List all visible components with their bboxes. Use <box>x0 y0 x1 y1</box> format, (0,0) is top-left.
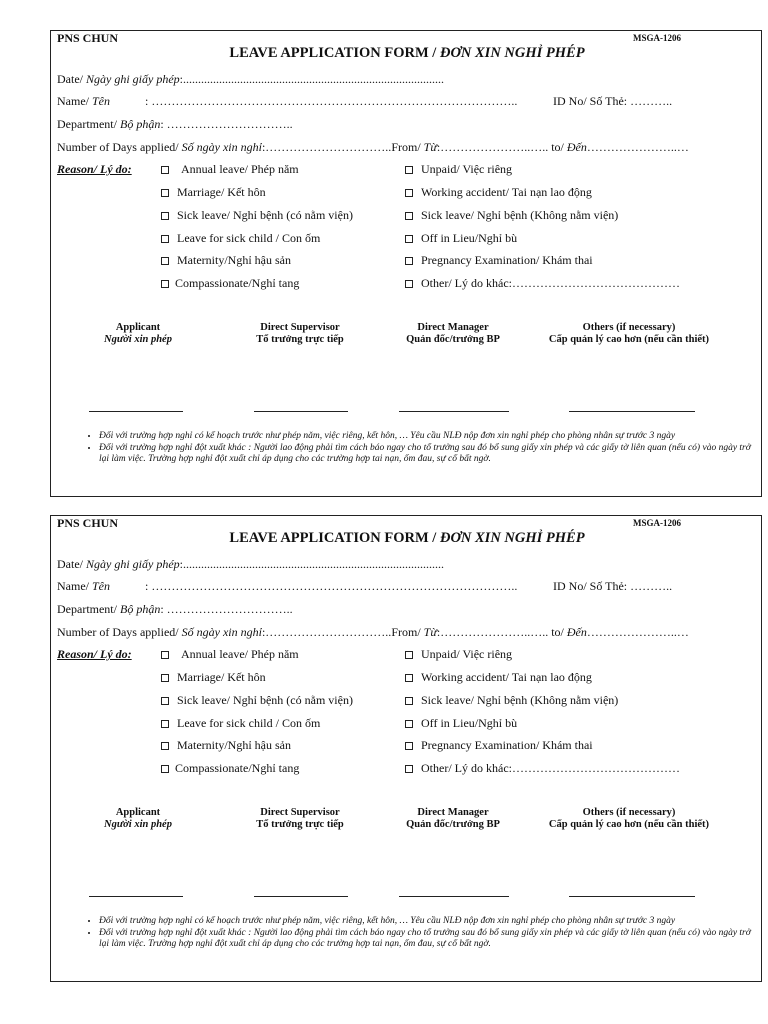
checkbox-icon[interactable] <box>161 697 169 705</box>
form-code: MSGA-1206 <box>633 33 681 43</box>
date-field[interactable]: Date/ Ngày ghi giấy phép:....................................................................................... <box>57 72 444 86</box>
reason-sick-child-checkbox[interactable]: Leave for sick child / Con ốm <box>161 716 320 731</box>
id-field[interactable]: ID No/ Số Thẻ: ……….. <box>553 94 673 108</box>
reason-sick-nohospital-checkbox[interactable]: Sick leave/ Nghỉ bệnh (Không nằm viện) <box>405 693 618 708</box>
reason-pregnancy-checkbox[interactable]: Pregnancy Examination/ Khám thai <box>405 253 593 268</box>
sig-line-manager[interactable] <box>399 896 509 897</box>
checkbox-icon[interactable] <box>161 212 169 220</box>
reason-unpaid-checkbox[interactable]: Unpaid/ Việc riêng <box>405 647 512 662</box>
checkbox-icon[interactable] <box>405 280 413 288</box>
checkbox-icon[interactable] <box>405 235 413 243</box>
leave-form-bottom <box>50 515 762 982</box>
company-name: PNS CHUN <box>57 516 119 530</box>
reason-unpaid-checkbox[interactable]: Unpaid/ Việc riêng <box>405 162 512 177</box>
note-item: • Đối với trường hợp nghỉ đột xuất khác : Người lao động phải tìm cách báo ngay cho tổ trưởng sau đó bổ sung giấy xin phép và các giấy tờ liên quan (nếu có) vào ngày trở lại làm việc. Trường hợp nghỉ đột xuất chỉ áp dụng cho các trường hợp tai nạn, ốm đau, sự cố bất ngờ. <box>99 443 759 465</box>
form-code: MSGA-1206 <box>633 518 681 528</box>
reason-off-in-lieu-checkbox[interactable]: Off in Lieu/Nghỉ bù <box>405 231 517 246</box>
leave-form-top <box>50 30 762 497</box>
checkbox-icon[interactable] <box>161 720 169 728</box>
sig-line-manager[interactable] <box>399 411 509 412</box>
id-field[interactable]: ID No/ Số Thẻ: ……….. <box>553 579 673 593</box>
reason-accident-checkbox[interactable]: Working accident/ Tai nạn lao động <box>405 670 592 685</box>
sig-line-others[interactable] <box>569 411 695 412</box>
form-title: LEAVE APPLICATION FORM / ĐƠN XIN NGHỈ PHÉP <box>229 530 585 546</box>
checkbox-icon[interactable] <box>161 674 169 682</box>
checkbox-icon[interactable] <box>161 189 169 197</box>
checkbox-icon[interactable] <box>161 257 169 265</box>
sig-line-supervisor[interactable] <box>254 411 348 412</box>
checkbox-icon[interactable] <box>161 742 169 750</box>
reason-sick-nohospital-checkbox[interactable]: Sick leave/ Nghỉ bệnh (Không nằm viện) <box>405 208 618 223</box>
note-item: • Đối với trường hợp nghỉ đột xuất khác : Người lao động phải tìm cách báo ngay cho tổ trưởng sau đó bổ sung giấy xin phép và các giấy tờ liên quan (nếu có) vào ngày trở lại làm việc. Trường hợp nghỉ đột xuất chỉ áp dụng cho các trường hợp tai nạn, ốm đau, sự cố bất ngờ. <box>99 928 759 950</box>
checkbox-icon[interactable] <box>161 166 169 174</box>
reason-annual-checkbox[interactable]: Annual leave/ Phép năm <box>161 647 299 662</box>
name-field[interactable]: Name/ Tên : ……………………………………………………………………………….. <box>57 94 518 108</box>
reason-maternity-checkbox[interactable]: Maternity/Nghỉ hậu sản <box>161 738 291 753</box>
checkbox-icon[interactable] <box>161 651 169 659</box>
sig-line-others[interactable] <box>569 896 695 897</box>
reason-other-checkbox[interactable]: Other/ Lý do khác:…………………………………… <box>405 276 680 291</box>
reason-off-in-lieu-checkbox[interactable]: Off in Lieu/Nghỉ bù <box>405 716 517 731</box>
reason-accident-checkbox[interactable]: Working accident/ Tai nạn lao động <box>405 185 592 200</box>
sig-line-applicant[interactable] <box>89 896 183 897</box>
reason-other-checkbox[interactable]: Other/ Lý do khác:…………………………………… <box>405 761 680 776</box>
sig-others: Others (if necessary) Cấp quản lý cao hơn (nếu cần thiết) <box>548 322 710 345</box>
days-field[interactable]: Number of Days applied/ Số ngày xin nghỉ:…………………………..From/ Từ:…………………..….. to/ Đến…………………..… <box>57 625 689 639</box>
reason-compassionate-checkbox[interactable]: Compassionate/Nghỉ tang <box>161 761 299 776</box>
checkbox-icon[interactable] <box>161 235 169 243</box>
reason-label: Reason/ Lý do: <box>57 162 132 176</box>
checkbox-icon[interactable] <box>405 257 413 265</box>
days-field[interactable]: Number of Days applied/ Số ngày xin nghỉ:…………………………..From/ Từ:…………………..….. to/ Đến…………………..… <box>57 140 689 154</box>
company-name: PNS CHUN <box>57 31 119 45</box>
reason-sick-child-checkbox[interactable]: Leave for sick child / Con ốm <box>161 231 320 246</box>
checkbox-icon[interactable] <box>161 765 169 773</box>
reason-label: Reason/ Lý do: <box>57 647 132 661</box>
reason-marriage-checkbox[interactable]: Marriage/ Kết hôn <box>161 670 266 685</box>
checkbox-icon[interactable] <box>405 166 413 174</box>
sig-manager: Direct Manager Quản đốc/trưởng BP <box>406 807 500 830</box>
checkbox-icon[interactable] <box>405 765 413 773</box>
checkbox-icon[interactable] <box>405 189 413 197</box>
sig-line-applicant[interactable] <box>89 411 183 412</box>
sig-applicant: Applicant Người xin phép <box>104 807 172 830</box>
checkbox-icon[interactable] <box>405 212 413 220</box>
checkbox-icon[interactable] <box>405 742 413 750</box>
name-field[interactable]: Name/ Tên : ……………………………………………………………………………….. <box>57 579 518 593</box>
reason-compassionate-checkbox[interactable]: Compassionate/Nghỉ tang <box>161 276 299 291</box>
notes <box>79 431 759 466</box>
date-field[interactable]: Date/ Ngày ghi giấy phép:....................................................................................... <box>57 557 444 571</box>
sig-supervisor: Direct Supervisor Tổ trưởng trực tiếp <box>256 322 344 345</box>
checkbox-icon[interactable] <box>405 651 413 659</box>
reason-sick-hospital-checkbox[interactable]: Sick leave/ Nghỉ bệnh (có nằm viện) <box>161 208 353 223</box>
sig-manager: Direct Manager Quản đốc/trưởng BP <box>406 322 500 345</box>
checkbox-icon[interactable] <box>405 697 413 705</box>
sig-applicant: Applicant Người xin phép <box>104 322 172 345</box>
reason-sick-hospital-checkbox[interactable]: Sick leave/ Nghỉ bệnh (có nằm viện) <box>161 693 353 708</box>
sig-line-supervisor[interactable] <box>254 896 348 897</box>
sig-others: Others (if necessary) Cấp quản lý cao hơn (nếu cần thiết) <box>548 807 710 830</box>
checkbox-icon[interactable] <box>405 720 413 728</box>
reason-annual-checkbox[interactable]: Annual leave/ Phép năm <box>161 162 299 177</box>
reason-pregnancy-checkbox[interactable]: Pregnancy Examination/ Khám thai <box>405 738 593 753</box>
note-item: • Đối với trường hợp nghỉ có kế hoạch trước như phép năm, việc riêng, kết hôn, … Yêu cầu NLĐ nộp đơn xin nghỉ phép cho phòng nhân sự trước 3 ngày <box>99 916 759 927</box>
checkbox-icon[interactable] <box>161 280 169 288</box>
reason-maternity-checkbox[interactable]: Maternity/Nghỉ hậu sản <box>161 253 291 268</box>
checkbox-icon[interactable] <box>405 674 413 682</box>
department-field[interactable]: Department/ Bộ phận: ………………………….. <box>57 602 293 616</box>
reason-marriage-checkbox[interactable]: Marriage/ Kết hôn <box>161 185 266 200</box>
sig-supervisor: Direct Supervisor Tổ trưởng trực tiếp <box>256 807 344 830</box>
department-field[interactable]: Department/ Bộ phận: ………………………….. <box>57 117 293 131</box>
form-title: LEAVE APPLICATION FORM / ĐƠN XIN NGHỈ PHÉP <box>229 45 585 61</box>
notes <box>79 916 759 951</box>
note-item: • Đối với trường hợp nghỉ có kế hoạch trước như phép năm, việc riêng, kết hôn, … Yêu cầu NLĐ nộp đơn xin nghỉ phép cho phòng nhân sự trước 3 ngày <box>99 431 759 442</box>
